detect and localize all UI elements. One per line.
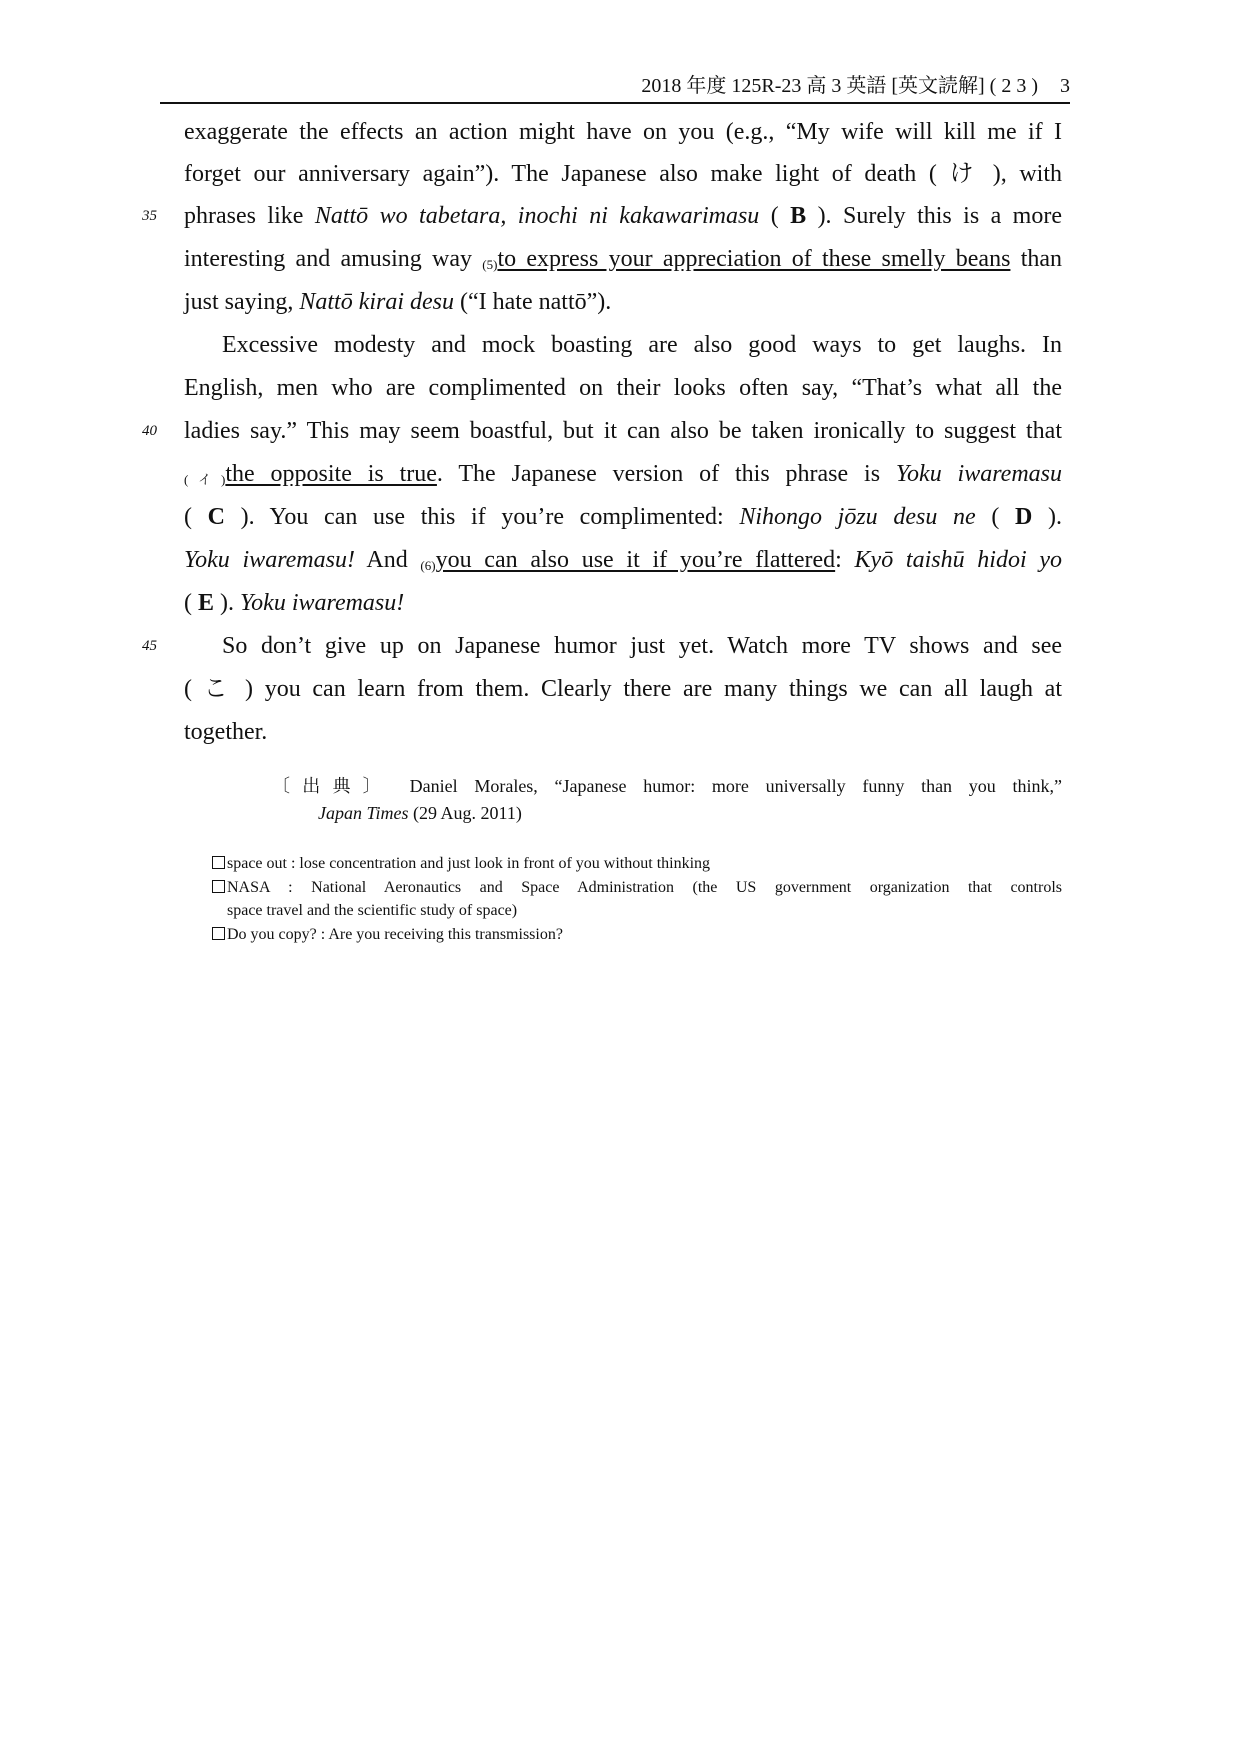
line-number-45: 45 (142, 638, 157, 654)
text-line: forget our anniversary again”). The Japanese also make light of death ( け ), with (184, 161, 1062, 187)
checkbox-icon (212, 856, 225, 869)
text-line: together. (184, 719, 268, 745)
page-number: 3 (1060, 75, 1070, 97)
text-line: ( E ). Yoku iwaremasu! (184, 590, 405, 616)
underlined-phrase-6: you can also use it if you’re flattered (435, 547, 836, 573)
text-line: English, men who are complimented on their looks often say, “That’s what all the (184, 375, 1062, 401)
source-citation: 〔出典〕 Daniel Morales, “Japanese humor: more universally funny than you think,” (272, 776, 1062, 796)
text-line: interesting and amusing way $_{(5)}$to express your appreciation of these smelly beans than (184, 246, 1063, 272)
blank-d: D (1015, 504, 1033, 530)
page-header (160, 72, 1070, 104)
underline-marker-6: (6) (420, 558, 436, 573)
vocab-note: NASA : National Aeronautics and Space Administration (the US government organization that controls (212, 876, 1062, 899)
blank-b: B (790, 203, 807, 229)
source-citation-date: Japan Times (29 Aug. 2011) (318, 803, 522, 823)
underlined-phrase-i: the opposite is true (225, 461, 437, 487)
line-number-35: 35 (142, 208, 157, 224)
text-line: So don’t give up on Japanese humor just yet. Watch more TV shows and see (222, 633, 1062, 659)
text-line: ladies say.” This may seem boastful, but it can also be taken ironically to suggest that (184, 418, 1062, 444)
text-line: ( C ). You can use this if you’re complimented: Nihongo jōzu desu ne ( D ). (184, 504, 1063, 530)
text-line: phrases like Nattō wo tabetara, inochi ni kakawarimasu ( B ). Surely this is a more (184, 203, 1062, 229)
checkbox-icon (212, 880, 225, 893)
vocab-note-continued: space travel and the scientific study of space) (227, 902, 518, 919)
exam-title: 2018 年度 125R-23 高 3 英語 [英文読解] ( 2 3 ) (641, 75, 1038, 97)
vocab-note: Do you copy? : Are you receiving this transmission? (212, 923, 1062, 946)
underline-marker-i: (イ) (184, 472, 226, 487)
vocab-note: space out : lose concentration and just look in front of you without thinking (212, 852, 1062, 875)
text-line: ( こ ) you can learn from them. Clearly there are many things we can all laugh at (184, 676, 1062, 702)
text-line: Yoku iwaremasu! And $_{(6)}$you can also use it if you’re flattered: Kyō taishū hidoi yo (184, 547, 1063, 573)
blank-c: C (207, 504, 226, 530)
text-line: Excessive modesty and mock boasting are also good ways to get laughs. In (222, 332, 1062, 358)
text-line: just saying, Nattō kirai desu (“I hate nattō”). (184, 289, 612, 315)
text-line: exaggerate the effects an action might have on you (e.g., “My wife will kill me if I (184, 119, 1062, 145)
line-number-40: 40 (142, 423, 157, 439)
blank-e: E (198, 590, 215, 616)
checkbox-icon (212, 927, 225, 940)
underline-marker-5: (5) (482, 257, 498, 272)
underlined-phrase-5: to express your appreciation of these smelly beans (497, 246, 1011, 272)
text-line: $_{(イ)}$the opposite is true. The Japanese version of this phrase is Yoku iwaremasu (184, 461, 1063, 487)
